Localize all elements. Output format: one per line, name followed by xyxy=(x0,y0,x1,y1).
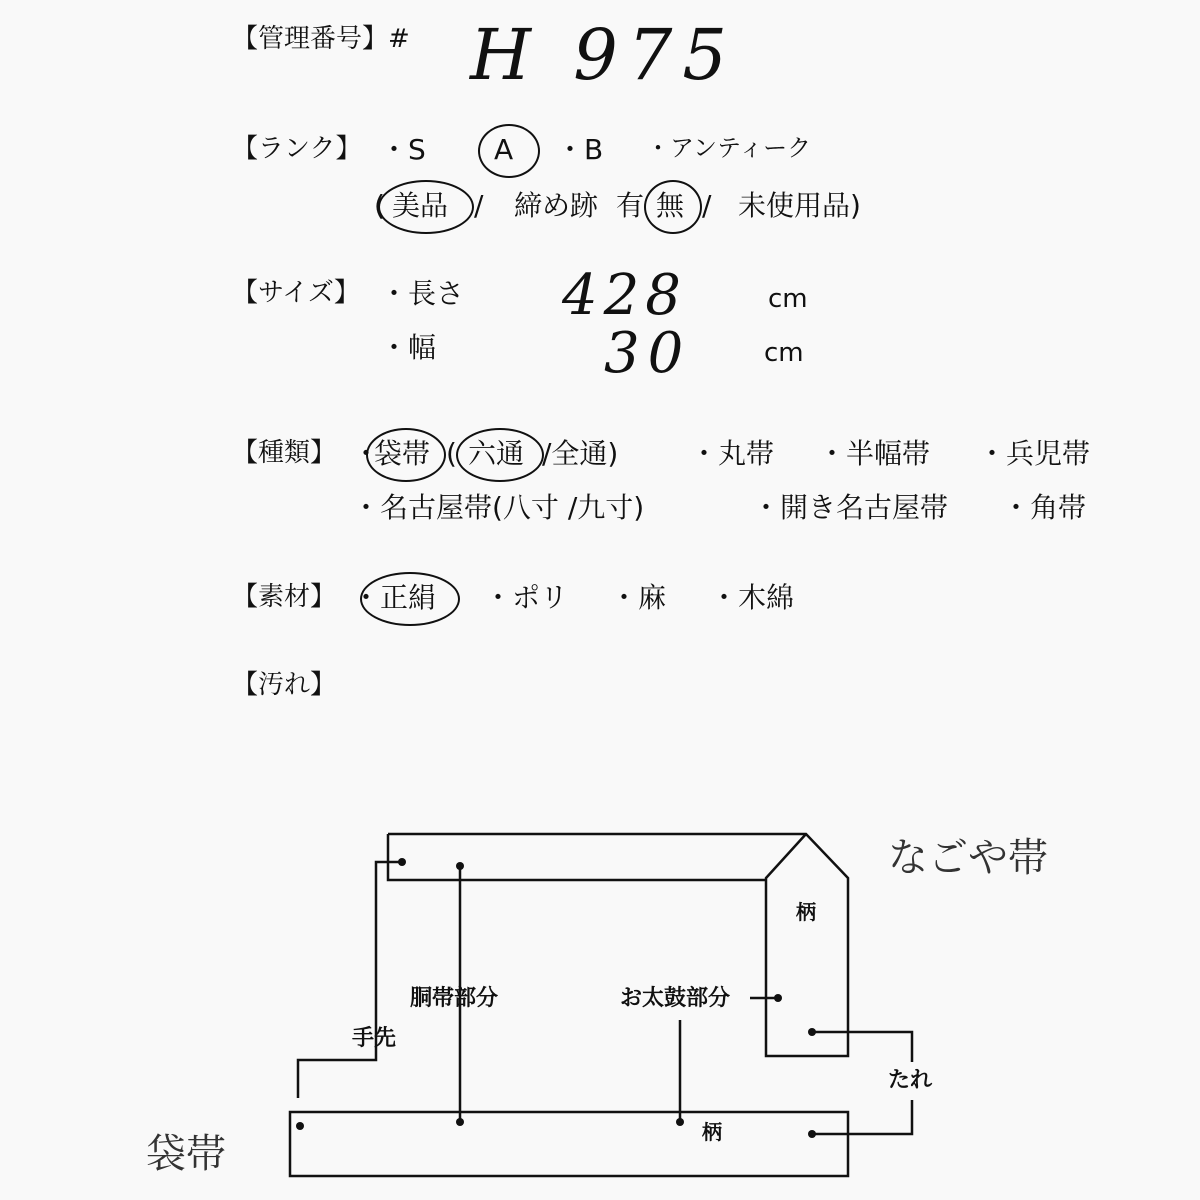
condition-separator-1: / xyxy=(474,189,484,222)
condition-none: 無 xyxy=(656,189,685,222)
management-label: 【管理番号】# xyxy=(232,24,410,54)
fukuro-obi-outline xyxy=(290,1112,848,1176)
size-length-value: 428 xyxy=(562,263,687,328)
type-label: 【種類】 xyxy=(232,438,337,468)
size-width-label: ・幅 xyxy=(380,331,437,364)
material-hemp: ・麻 xyxy=(610,581,667,614)
size-width-value: 30 xyxy=(604,321,692,386)
diagram-tesaki: 手先 xyxy=(352,1026,397,1051)
condition-tie-marks: 締め跡 xyxy=(514,189,599,222)
rank-label: 【ランク】 xyxy=(232,134,362,164)
type-hanhaba: ・半幅帯 xyxy=(818,437,931,470)
condition-have: 有 xyxy=(616,189,645,222)
type-maru: ・丸帯 xyxy=(690,437,775,470)
type-paren-open: ( xyxy=(446,437,457,470)
tesaki-leader xyxy=(298,862,400,1098)
type-zentsu: /全通) xyxy=(542,437,619,470)
diagram-drum: お太鼓部分 xyxy=(620,986,731,1011)
type-rokutsu: 六通 xyxy=(468,437,525,470)
material-label: 【素材】 xyxy=(232,582,337,612)
material-cotton: ・木綿 xyxy=(710,581,795,614)
diagram-tare: たれ xyxy=(888,1068,933,1093)
diagram-fukuro-label: 袋帯 xyxy=(146,1131,226,1177)
size-length-unit: cm xyxy=(768,284,808,314)
size-length-label: ・長さ xyxy=(380,277,465,310)
material-bullet: ・ xyxy=(352,581,381,614)
management-number: H 975 xyxy=(470,14,737,96)
type-heko: ・兵児帯 xyxy=(978,437,1091,470)
material-poly: ・ポリ xyxy=(484,581,569,614)
condition-separator-2: / xyxy=(702,189,712,222)
diagram-pattern-top: 柄 xyxy=(796,900,816,924)
type-nagoya: ・名古屋帯(八寸 /九寸) xyxy=(352,491,645,524)
diagram-nagoya-label: なごや帯 xyxy=(888,835,1048,881)
condition-open-paren: ( xyxy=(374,189,385,222)
diagram-torso: 胴帯部分 xyxy=(410,986,499,1011)
rank-option-s: ・S xyxy=(380,133,426,166)
material-silk: 正絹 xyxy=(380,581,437,614)
rank-option-antique: ・アンティーク xyxy=(646,134,812,162)
diagram-pattern-bottom: 柄 xyxy=(702,1120,722,1144)
type-hiraki: ・開き名古屋帯 xyxy=(752,491,949,524)
size-width-unit: cm xyxy=(764,338,804,368)
condition-beautiful: 美品 xyxy=(392,189,449,222)
condition-unused: 未使用品) xyxy=(738,189,861,222)
size-label: 【サイズ】 xyxy=(232,278,360,308)
type-fukuro: 袋帯 xyxy=(374,437,431,470)
type-bullet: ・ xyxy=(352,437,381,470)
rank-option-a: A xyxy=(494,133,514,166)
rank-option-b: ・B xyxy=(556,133,604,166)
stain-label: 【汚れ】 xyxy=(232,670,337,700)
type-kaku: ・角帯 xyxy=(1002,491,1087,524)
